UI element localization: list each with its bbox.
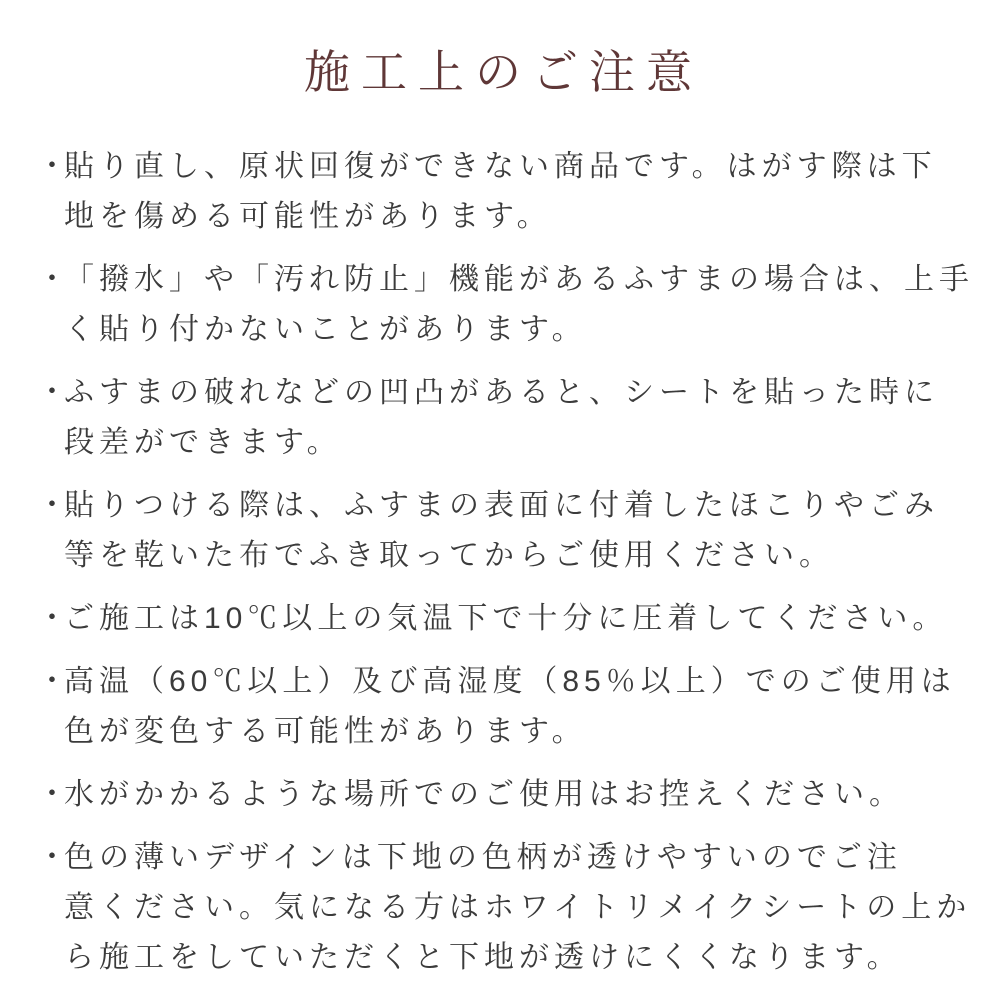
notice-line: 意ください。気になる方はホワイトリメイクシートの上か <box>64 891 972 924</box>
bullet-marker: ・ <box>37 150 67 183</box>
bullet-marker: ・ <box>37 263 67 296</box>
notice-text <box>64 770 960 820</box>
notice-line: ご施工は10℃以上の気温下で十分に圧着してください。 <box>64 602 948 635</box>
notice-line: 地を傷める可能性があります。 <box>64 200 552 233</box>
bullet-marker: ・ <box>37 778 67 811</box>
notice-line: ら施工をしていただくと下地が透けにくくなります。 <box>64 941 902 974</box>
notice-text <box>64 368 960 468</box>
notice-item-light-design <box>37 833 972 983</box>
notice-text <box>64 657 960 757</box>
notice-line: 「撥水」や「汚れ防止」機能があるふすまの場合は、上手 <box>64 263 974 296</box>
notice-line: く貼り付かないことがあります。 <box>64 313 587 346</box>
bullet-marker: ・ <box>37 841 67 874</box>
notice-line: 貼りつける際は、ふすまの表面に付着したほこりやごみ <box>64 489 939 522</box>
notice-item-water-exposure <box>37 770 960 820</box>
notice-line: 等を乾いた布でふき取ってからご使用ください。 <box>64 539 834 572</box>
bullet-marker: ・ <box>37 665 67 698</box>
notice-item-temperature <box>37 594 960 644</box>
notice-item-water-repellent <box>37 255 974 355</box>
notice-item-heat-humidity <box>37 657 960 757</box>
bullet-marker: ・ <box>37 602 67 635</box>
notice-item-repasting <box>37 142 960 242</box>
notice-text <box>64 255 974 355</box>
notice-list <box>37 142 974 983</box>
notice-item-dust-wipe <box>37 481 960 581</box>
notice-text <box>64 833 972 983</box>
notice-line: 色が変色する可能性があります。 <box>64 715 587 748</box>
notice-text <box>64 481 960 581</box>
notice-line: 段差ができます。 <box>64 426 342 459</box>
notice-line: 貼り直し、原状回復ができない商品です。はがす際は下 <box>64 150 937 183</box>
bullet-marker: ・ <box>37 489 67 522</box>
notice-item-surface-unevenness <box>37 368 960 468</box>
notice-line: 色の薄いデザインは下地の色柄が透けやすいのでご注 <box>64 841 902 874</box>
page-title: 施工上のご注意 <box>304 46 703 98</box>
notice-line: 水がかかるような場所でのご使用はお控えください。 <box>64 778 904 811</box>
notice-line: ふすまの破れなどの凹凸があると、シートを貼った時に <box>64 376 939 409</box>
bullet-marker: ・ <box>37 376 67 409</box>
notice-line: 高温（60℃以上）及び高湿度（85％以上）でのご使用は <box>64 665 956 698</box>
notice-text <box>64 142 960 242</box>
notice-text <box>64 594 960 644</box>
